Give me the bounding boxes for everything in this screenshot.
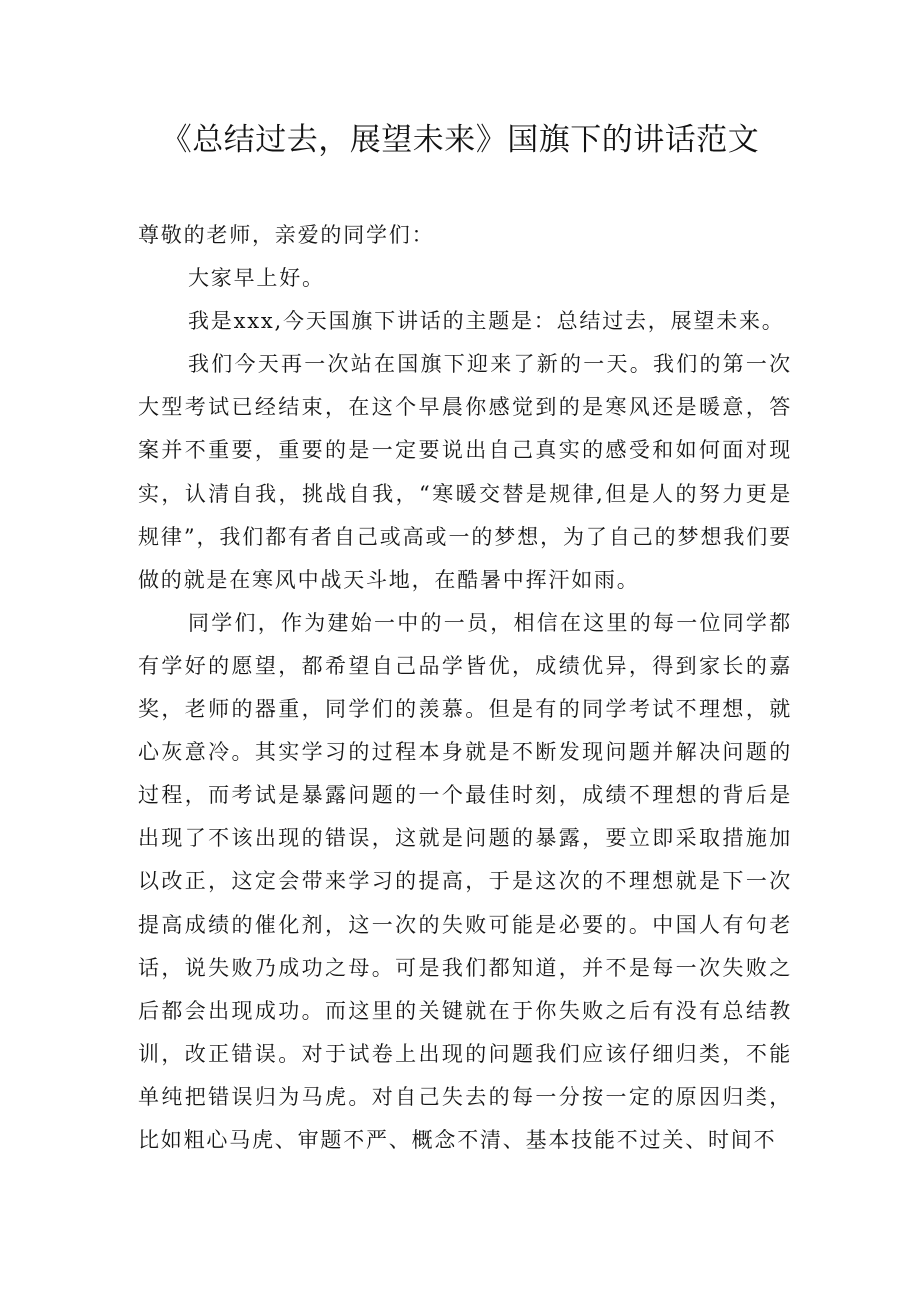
paragraph-body-2: 同学们，作为建始一中的一员，相信在这里的每一位同学都有学好的愿望，都希望自己品学皆优，成绩优异，得到家长的嘉奖，老师的器重，同学们的羡慕。但是有的同学考试不理想，就心灰意冷。其实学习的过程本身就是不断发现问题并解决问题的过程，而考试是暴露问题的一个最佳时刻，成绩不理想的背后是出现了不该出现的错误，这就是问题的暴露，要立即采取措施加以改正，这定会带来学习的提高，于是这次的不理想就是下一次提高成绩的催化剂，这一次的失败可能是必要的。中国人有句老话，说失败乃成功之母。可是我们都知道，并不是每一次失败之后都会出现成功。而这里的关键就在于你失败之后有没有总结教训，改正错误。对于试卷上出现的问题我们应该仔细归类，不能单纯把错误归为马虎。对自己失去的每一分按一定的原因归类，比如粗心马虎、审题不严、概念不清、基本技能不过关、时间不 <box>138 610 792 1152</box>
paragraph-greeting: 大家早上好。 <box>188 266 325 291</box>
document-title: 《总结过去，展望未来》国旗下的讲话范文 <box>160 122 760 158</box>
paragraph-intro: 我是xxx,今天国旗下讲话的主题是：总结过去，展望未来。 <box>188 309 785 334</box>
paragraph-body-1: 我们今天再一次站在国旗下迎来了新的一天。我们的第一次大型考试已经结束，在这个早晨你感觉到的是寒风还是暖意，答案并不重要，重要的是一定要说出自己真实的感受和如何面对现实，认清自我，挑战自我，“寒暖交替是规律,但是人的努力更是规律”，我们都有者自己或高或一的梦想，为了自己的梦想我们要做的就是在寒风中战天斗地，在酷暑中挥汗如雨。 <box>138 352 792 592</box>
salutation: 尊敬的老师，亲爱的同学们： <box>138 223 435 247</box>
document-body <box>138 214 792 1162</box>
